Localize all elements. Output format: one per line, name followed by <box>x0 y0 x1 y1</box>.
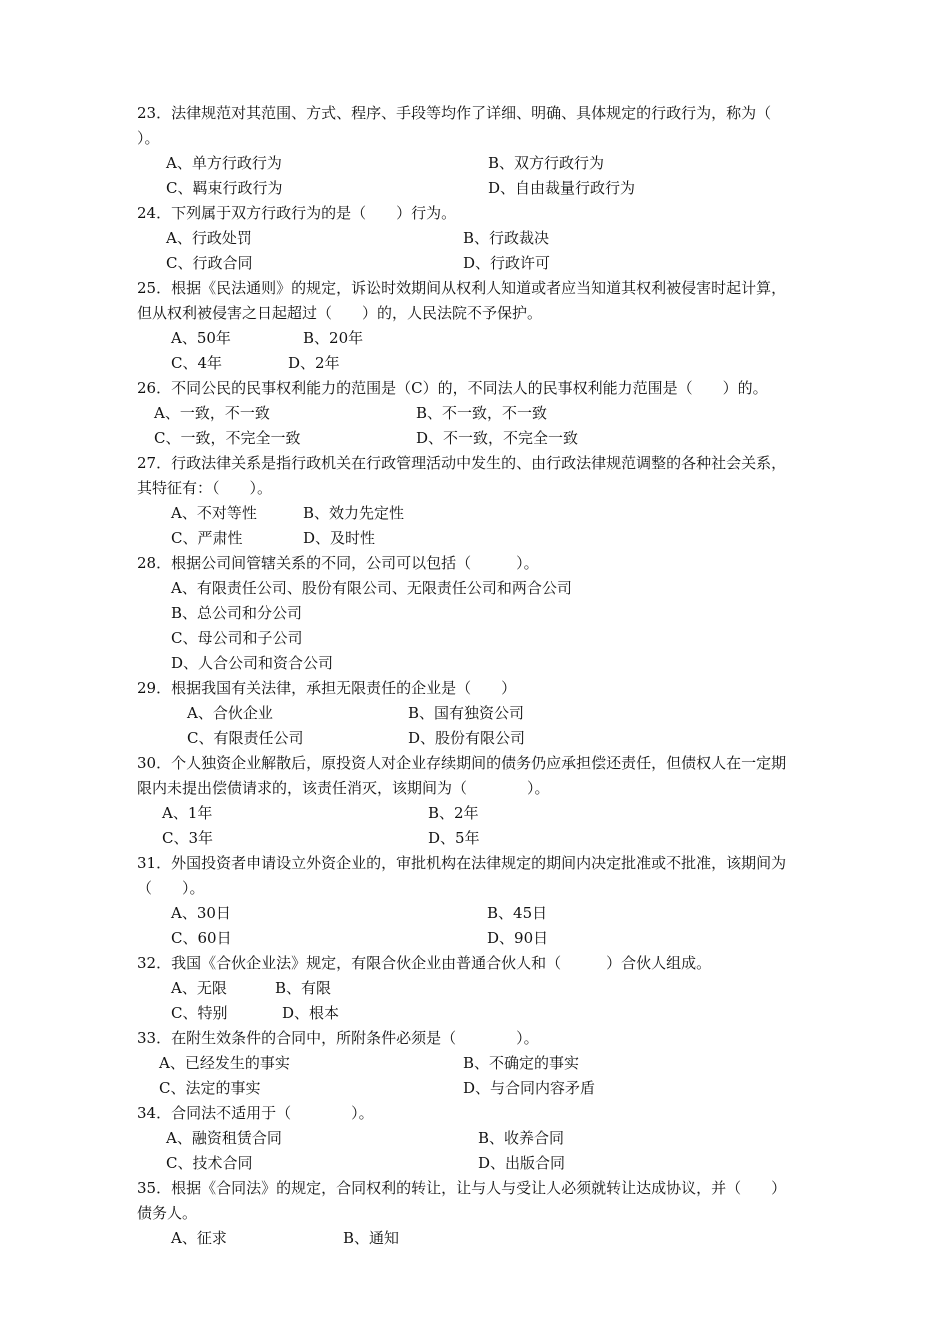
text-line: C、60日 <box>171 929 232 947</box>
text-line: D、自由裁量行政行为 <box>488 179 636 197</box>
question-text-line: 24．下列属于双方行政行为的是（ ）行为。 <box>137 204 457 222</box>
text-line: C、母公司和子公司 <box>171 629 303 647</box>
question-text-line: 30．个人独资企业解散后，原投资人对企业存续期间的债务仍应承担偿还责任，但债权人在一定期 <box>137 754 787 772</box>
text-line: B、总公司和分公司 <box>171 604 303 622</box>
text-line: D、5年 <box>428 829 480 847</box>
text-line: D、90日 <box>487 929 549 947</box>
question-text-line: 33．在附生效条件的合同中，所附条件必须是（ ）。 <box>137 1029 539 1047</box>
text-line: C、特别 <box>171 1004 228 1022</box>
text-line: ）。 <box>137 129 160 147</box>
text-line: A、不对等性 <box>171 504 257 522</box>
text-line: B、通知 <box>343 1229 400 1247</box>
text-line: 其特征有：（ ）。 <box>137 479 273 497</box>
text-line: A、1年 <box>162 804 213 822</box>
text-line: （ ）。 <box>137 879 205 897</box>
question-text-line: 25．根据《民法通则》的规定，诉讼时效期间从权利人知道或者应当知道其权利被侵害时起计算， <box>137 279 787 297</box>
text-line: A、一致，不一致 <box>154 404 270 422</box>
text-line: C、4年 <box>171 354 223 372</box>
text-line: A、无限 <box>171 979 227 997</box>
text-line: B、效力先定性 <box>303 504 405 522</box>
question-text-line: 29．根据我国有关法律，承担无限责任的企业是（ ） <box>137 679 517 697</box>
text-line: 债务人。 <box>137 1204 198 1222</box>
text-line: C、严肃性 <box>171 529 243 547</box>
question-text-line: 35．根据《合同法》的规定，合同权利的转让，让与人与受让人必须就转让达成协议，并（ ） <box>137 1179 787 1197</box>
text-line: C、3年 <box>162 829 214 847</box>
text-line: A、融资租赁合同 <box>166 1129 282 1147</box>
text-line: D、出版合同 <box>478 1154 566 1172</box>
text-line: A、有限责任公司、股份有限公司、无限责任公司和两合公司 <box>171 579 572 597</box>
text-line: 限内未提出偿债请求的，该责任消灭，该期间为（ ）。 <box>137 779 550 797</box>
text-line: A、征求 <box>171 1229 227 1247</box>
text-line: D、不一致，不完全一致 <box>416 429 579 447</box>
text-line: C、行政合同 <box>166 254 253 272</box>
question-text-line: 31．外国投资者申请设立外资企业的，审批机构在法律规定的期间内决定批准或不批准，该期间为 <box>137 854 787 872</box>
text-line: B、收养合同 <box>478 1129 565 1147</box>
text-line: A、行政处罚 <box>166 229 252 247</box>
text-line: C、有限责任公司 <box>187 729 304 747</box>
text-line: A、单方行政行为 <box>166 154 282 172</box>
text-line: B、不一致，不一致 <box>416 404 548 422</box>
text-line: A、已经发生的事实 <box>159 1054 290 1072</box>
text-line: B、20年 <box>303 329 364 347</box>
question-text-line: 23．法律规范对其范围、方式、程序、手段等均作了详细、明确、具体规定的行政行为，称为（ <box>137 104 772 122</box>
text-line: B、有限 <box>275 979 332 997</box>
text-line: D、根本 <box>282 1004 340 1022</box>
text-line: B、双方行政行为 <box>488 154 605 172</box>
text-line: B、不确定的事实 <box>463 1054 580 1072</box>
text-line: C、技术合同 <box>166 1154 253 1172</box>
question-text-line: 28．根据公司间管辖关系的不同，公司可以包括（ ）。 <box>137 554 539 572</box>
text-line: B、国有独资公司 <box>408 704 525 722</box>
text-line: D、股份有限公司 <box>408 729 526 747</box>
question-text-line: 34．合同法不适用于（ ）。 <box>137 1104 374 1122</box>
text-line: 但从权利被侵害之日起超过（ ）的，人民法院不予保护。 <box>137 304 543 322</box>
question-text-line: 27．行政法律关系是指行政机关在行政管理活动中发生的、由行政法律规范调整的各种社会关系， <box>137 454 787 472</box>
text-line: D、及时性 <box>303 529 376 547</box>
text-line: C、一致，不完全一致 <box>154 429 301 447</box>
text-line: D、人合公司和资合公司 <box>171 654 334 672</box>
text-line: B、行政裁决 <box>463 229 550 247</box>
text-line: B、45日 <box>487 904 548 922</box>
text-line: A、合伙企业 <box>187 704 273 722</box>
text-line: D、与合同内容矛盾 <box>463 1079 596 1097</box>
text-line: A、50年 <box>171 329 231 347</box>
text-line: C、羁束行政行为 <box>166 179 283 197</box>
text-line: A、30日 <box>171 904 231 922</box>
question-text-line: 32．我国《合伙企业法》规定，有限合伙企业由普通合伙人和（ ）合伙人组成。 <box>137 954 712 972</box>
question-text-line: 26．不同公民的民事权利能力的范围是（C）的，不同法人的民事权利能力范围是（ ）的。 <box>137 379 768 397</box>
text-line: C、法定的事实 <box>159 1079 261 1097</box>
text-line: D、行政许可 <box>463 254 551 272</box>
text-line: D、2年 <box>288 354 340 372</box>
text-line: B、2年 <box>428 804 479 822</box>
